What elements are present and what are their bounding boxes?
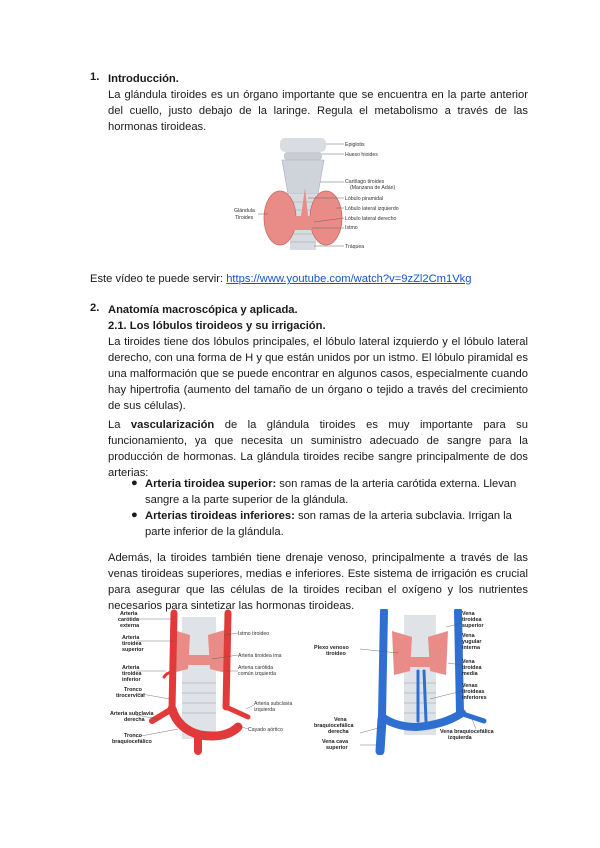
bullet-item-2	[145, 508, 528, 540]
art-label-6b: braquiocefálico	[112, 739, 152, 745]
vein-label-l2b: braquiocefálica	[314, 723, 354, 729]
art-label-r4a: Arteria subclavia	[254, 701, 293, 707]
art-label-2b: tiroidea	[122, 641, 142, 647]
vein-label-v1a: Vena	[462, 611, 475, 617]
vasc-bold: vascularización	[130, 419, 215, 431]
thyroid-veins-figure	[312, 609, 500, 755]
vasc-rest: de la glándula tiroides es muy importante para su funcionamiento, ya que necesita un suministro adecuado de sangre para la producción de hormonas. La glándula tiroides recibe sangre principalmente de dos arterias:	[108, 419, 528, 480]
label-traquea: Tráquea	[345, 244, 365, 250]
vein-label-v1c: superior	[462, 623, 484, 629]
vasc-prefix: La	[108, 419, 131, 431]
label-hueso-hioides: Hueso hioides	[345, 152, 378, 158]
label-cartilago-2: (Manzana de Adán)	[350, 185, 396, 191]
art-label-3a: Arteria	[122, 665, 140, 671]
thyroid-cartilage-shape	[282, 160, 324, 194]
art-label-r3a: Arteria carótida	[238, 665, 274, 671]
label-lobulo-izquierdo: Lóbulo lateral izquierdo	[345, 206, 399, 212]
art-label-5b: derecha	[124, 717, 145, 723]
vein-label-v4b: tiroideas	[462, 689, 485, 695]
video-line	[90, 271, 472, 287]
hyoid-shape	[284, 152, 322, 160]
vein-label-v2a: Vena	[462, 633, 475, 639]
vein-label-l2a: Vena	[334, 717, 347, 723]
art-label-6a: Tronco	[124, 733, 142, 739]
art-label-r4b: izquierda	[254, 707, 276, 713]
art-label-r3b: común izquierda	[238, 671, 277, 677]
art-label-2c: superior	[122, 647, 144, 653]
art-label-r2: Arteria tiroidea ima	[238, 653, 282, 659]
vein-label-v5b: izquierda	[448, 735, 472, 741]
art-label-r5: Cayado aórtico	[248, 727, 283, 733]
bullet-1-text: son ramas de la arteria carótida externa. Llevan sangre a la parte superior de la glándula.	[145, 478, 517, 507]
section-1-number: 1.	[90, 71, 100, 83]
thyroid-anatomy-figure	[232, 136, 404, 254]
bullet-item-1	[145, 476, 528, 508]
vein-label-l1b: tiroideo	[326, 651, 346, 657]
label-epiglotis: Epiglotis	[345, 142, 365, 148]
vein-label-l1a: Plexo venoso	[314, 645, 349, 651]
vein-label-v3a: Vena	[462, 659, 475, 665]
art-label-1a: Arteria	[120, 611, 138, 617]
art-label-5a: Arteria subclavia	[110, 711, 154, 717]
bullet-dot-2: ●	[131, 509, 138, 521]
video-link[interactable]: https://www.youtube.com/watch?v=9zZl2Cm1Vkg	[226, 273, 472, 285]
art-label-2a: Arteria	[122, 635, 140, 641]
bullet-2-bold: Arterias tiroideas inferiores:	[145, 510, 295, 522]
vein-label-l3b: superior	[326, 745, 348, 751]
vein-label-v4a: Venas	[462, 683, 478, 689]
art-label-3b: tiroidea	[122, 671, 142, 677]
label-istmo: Istmo	[345, 225, 358, 231]
vein-label-v3c: media	[462, 671, 478, 677]
thyroid-arteries-figure	[108, 609, 300, 755]
vein-label-v5a: Vena braquiocefálica	[440, 729, 494, 735]
label-lobulo-piramidal: Lóbulo piramidal	[345, 196, 384, 202]
vein-label-v2b: yugular	[462, 639, 482, 645]
label-glandula: Glándula	[234, 208, 255, 214]
art-label-4a: Tronco	[124, 687, 142, 693]
venous-drainage-paragraph: Además, la tiroides también tiene drenaje venoso, principalmente a través de las venas tiroideas superiores, medias e inferiores. Este sistema de irrigación es crucial para asegurar que las células de la tiroides reciban el oxígeno y los nutrientes necesarios para sintetizar las hormonas tiroideas.	[108, 552, 528, 613]
section-2-number: 2.	[90, 302, 100, 314]
vein-label-l2c: derecha	[328, 729, 349, 735]
art-label-r1: Istmo tiroideo	[238, 631, 270, 637]
vein-label-l3a: Vena cava	[322, 739, 349, 745]
video-prefix: Este vídeo te puede servir:	[90, 273, 227, 285]
bullet-2-text: son ramas de la arteria subclavia. Irrigan la parte inferior de la glándula.	[145, 510, 512, 539]
vein-label-v1b: tiroidea	[462, 617, 482, 623]
art-label-3c: inferior	[122, 677, 141, 683]
vein-label-v4c: inferiores	[462, 695, 487, 701]
lobes-paragraph: La tiroides tiene dos lóbulos principales, el lóbulo lateral izquierdo y el lóbulo lateral derecho, con una forma de H y que están unidos por un istmo. El lóbulo piramidal es una malformación que se puede encontrar en algunos casos, especialmente cuando hay hipertrofia (aumento del tamaño de un órgano o tejido a través del crecimiento de sus células).	[108, 336, 528, 413]
art-label-1c: externa	[120, 623, 140, 629]
bullet-1-bold: Arteria tiroidea superior:	[145, 478, 277, 490]
epiglottis-shape	[280, 138, 326, 152]
label-lobulo-derecho: Lóbulo lateral derecho	[345, 216, 397, 222]
art-label-1b: carótida	[118, 617, 139, 623]
intro-paragraph: La glándula tiroides es un órgano importante que se encuentra en la parte anterior del cuello, justo debajo de la laringe. Regula el metabolismo a través de las hormonas tiroideas.	[108, 89, 528, 134]
section-2-heading: Anatomía macroscópica y aplicada.	[108, 304, 298, 316]
vein-label-v2c: interna	[462, 645, 480, 651]
section-1-heading: Introducción.	[108, 73, 179, 85]
art-label-4b: tirocervical	[116, 693, 145, 699]
bullet-dot-1: ●	[131, 477, 138, 489]
label-tiroides: Tiroides	[235, 215, 254, 221]
vein-label-v3b: tiroidea	[462, 665, 482, 671]
vascularization-paragraph	[108, 417, 528, 481]
label-cartilago: Cartílago tiroides	[345, 179, 385, 185]
section-2-1-heading: 2.1. Los lóbulos tiroideos y su irrigación.	[108, 320, 326, 332]
